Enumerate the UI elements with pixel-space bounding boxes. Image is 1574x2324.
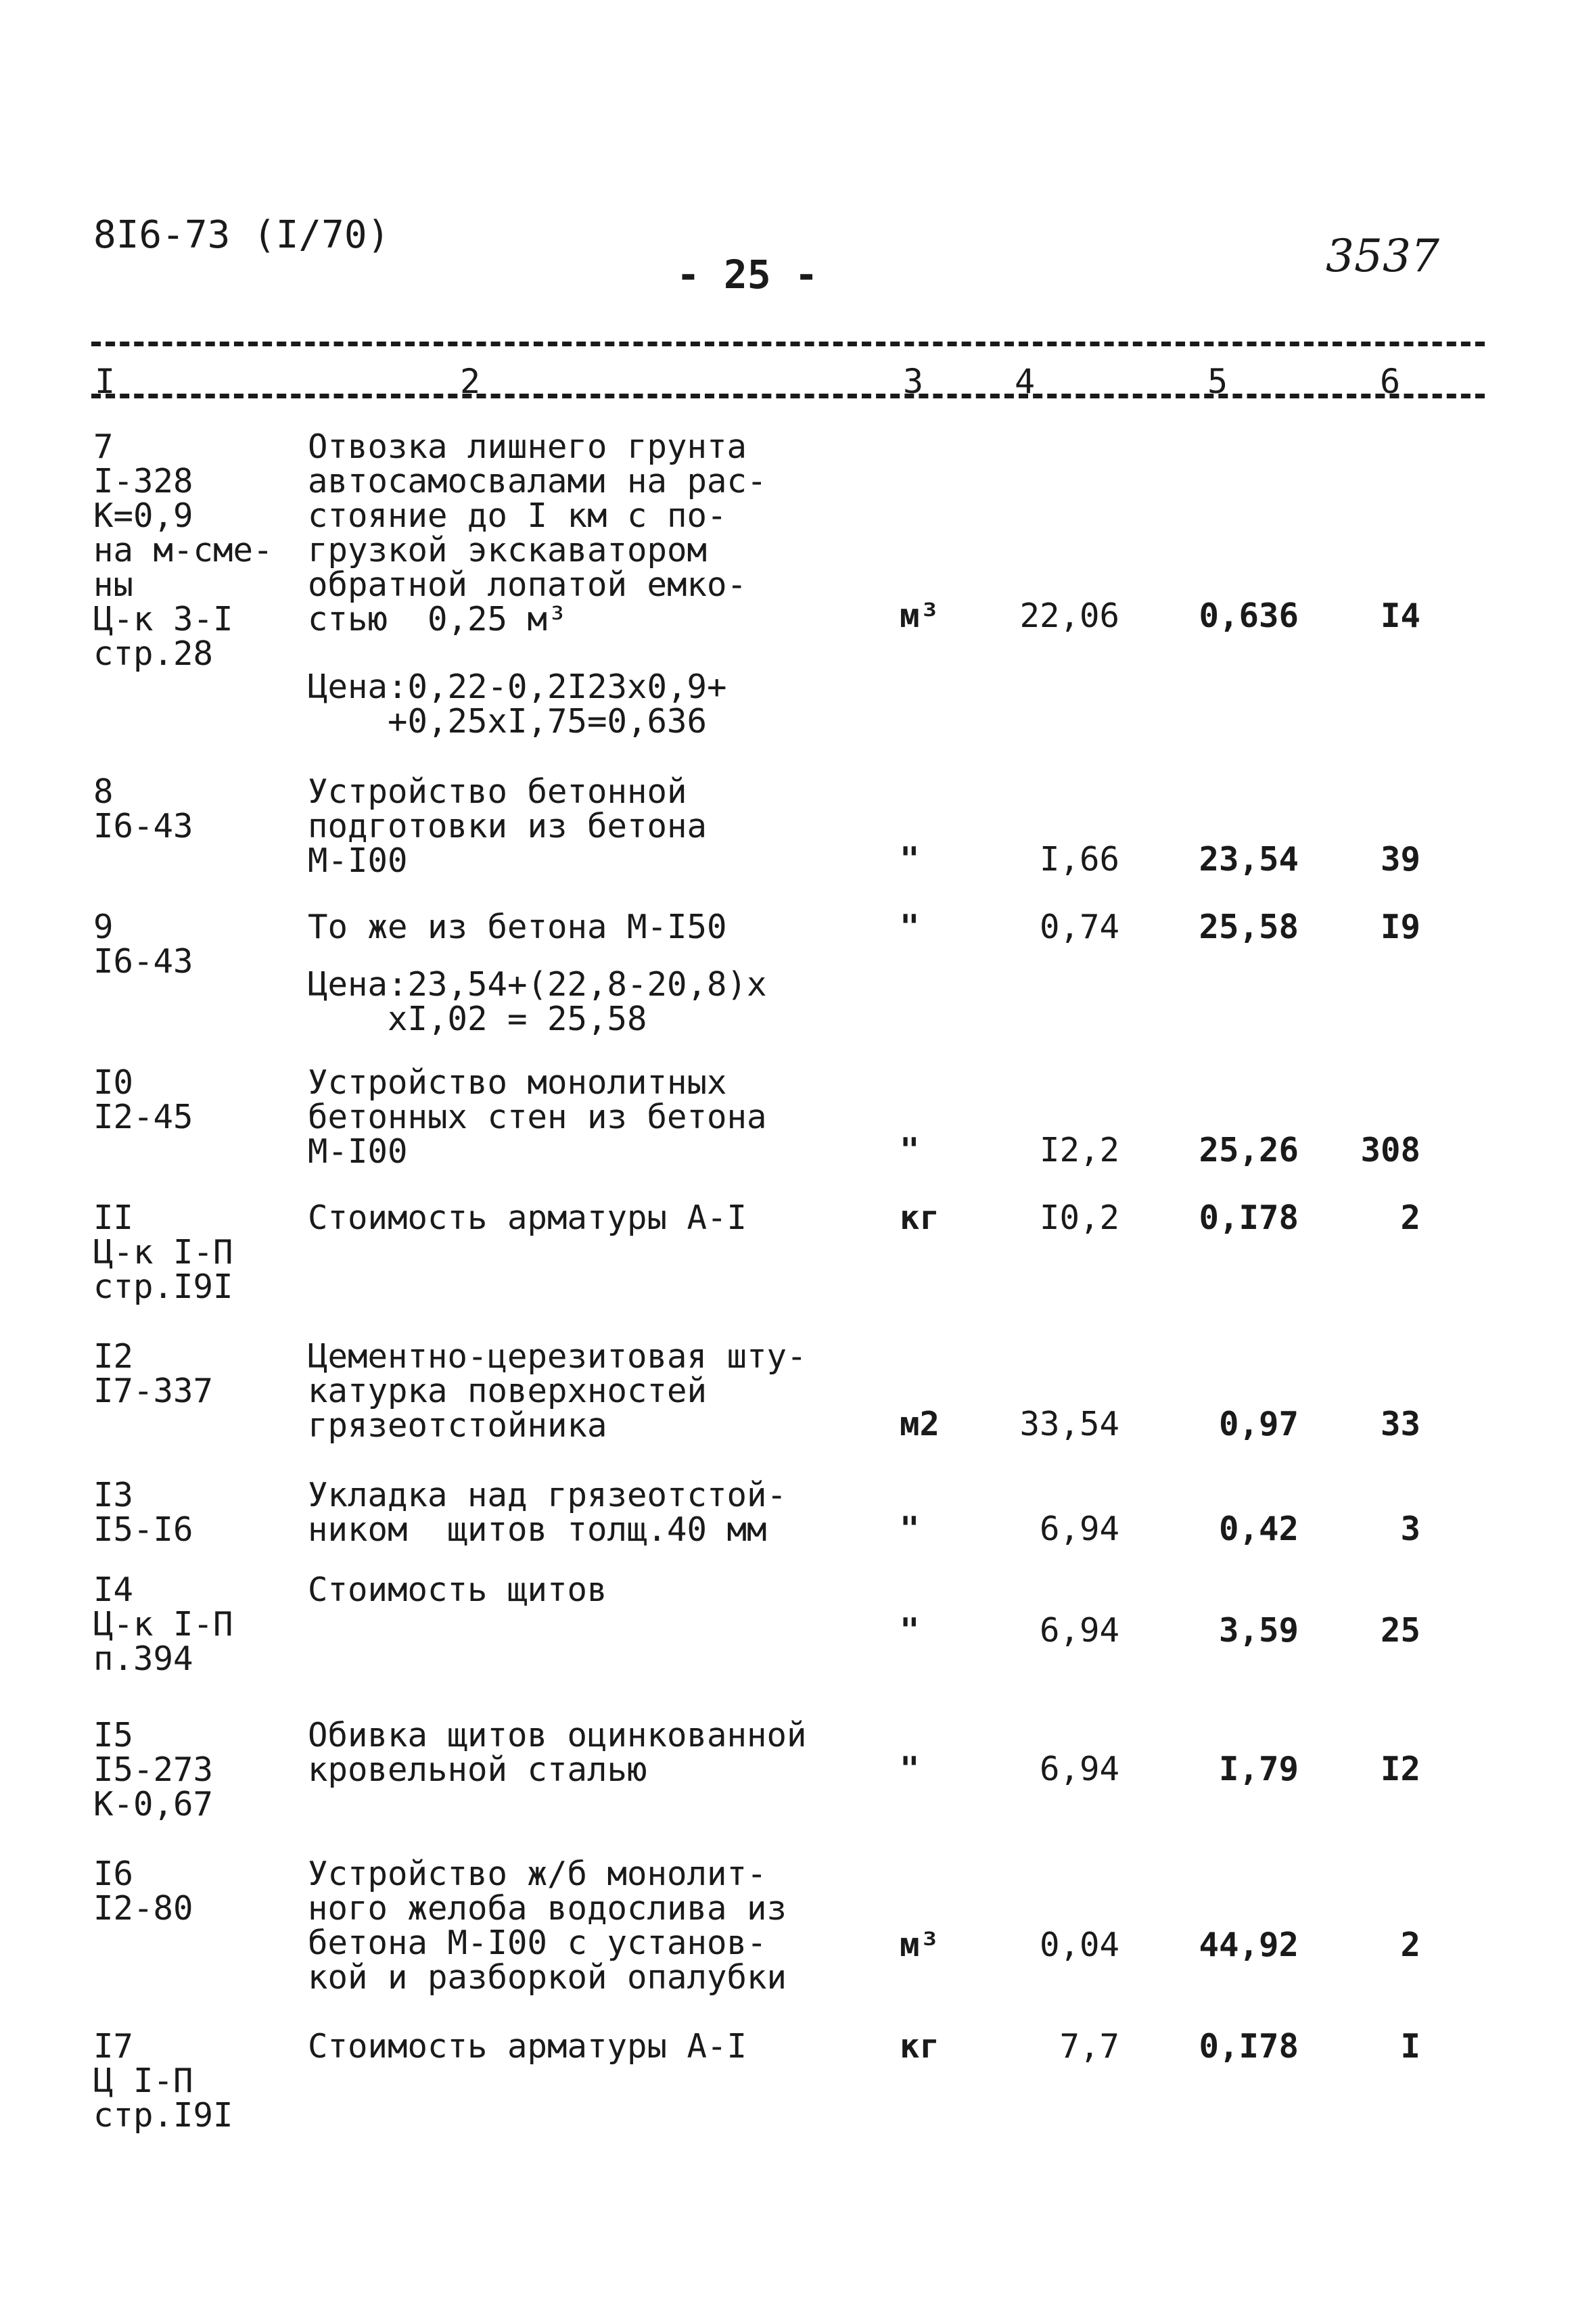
row-reference: 7 I-328 К=0,9 на м-сме- ны Ц-к 3-I стр.28 [93, 427, 273, 673]
row-total: I9 [1380, 908, 1420, 946]
row-unit-price: 0,I78 [1199, 2027, 1299, 2066]
row-total: 3 [1400, 1510, 1420, 1548]
row-description: Цементно-церезитовая шту- катурка поверхностей грязеотстойника [308, 1337, 807, 1445]
row-unit: " [900, 1750, 920, 1788]
table-top-rule [91, 342, 1485, 346]
row-quantity: 6,94 [1039, 1611, 1119, 1650]
row-unit: м³ [900, 1926, 940, 1964]
row-reference: I4 Ц-к I-П п.394 [93, 1571, 233, 1678]
row-quantity: I2,2 [1039, 1131, 1119, 1169]
row-description: Укладка над грязеотстой- ником щитов толщ.40 мм [308, 1476, 787, 1549]
row-reference: I5 I5-273 К-0,67 [93, 1716, 214, 1823]
table-header-rule [91, 394, 1485, 398]
row-reference: II Ц-к I-П стр.I9I [93, 1199, 233, 1306]
row-quantity: 22,06 [1019, 597, 1119, 635]
row-total: 25 [1380, 1611, 1420, 1650]
row-total: I [1400, 2027, 1420, 2066]
row-quantity: 0,04 [1039, 1926, 1119, 1964]
row-unit: " [900, 1611, 920, 1650]
row-unit-price: 25,58 [1199, 908, 1299, 946]
row-reference: I6 I2-80 [93, 1855, 193, 1928]
row-total: 33 [1380, 1405, 1420, 1443]
row-description: Устройство бетонной подготовки из бетона М-I00 [308, 772, 708, 880]
row-description: Отвозка лишнего грунта автосамосвалами на рас- стояние до I км с по- грузкой экскаватором обратной лопатой емко- стью 0,25 м³ [308, 427, 767, 638]
row-total: 2 [1400, 1926, 1420, 1964]
row-quantity: I0,2 [1039, 1199, 1119, 1237]
row-unit-price: 25,26 [1199, 1131, 1299, 1169]
column-header-6: 6 [1380, 362, 1401, 401]
row-unit-price: I,79 [1218, 1750, 1299, 1788]
row-unit-price: 23,54 [1199, 840, 1299, 879]
row-description: Стоимость арматуры А-I [308, 1199, 747, 1237]
row-unit: " [900, 1131, 920, 1169]
row-quantity: 33,54 [1019, 1405, 1119, 1443]
row-unit: " [900, 908, 920, 946]
row-total: 39 [1380, 840, 1420, 879]
row-quantity: I,66 [1039, 840, 1119, 879]
row-reference: I0 I2-45 [93, 1063, 193, 1136]
row-unit-price: 0,42 [1218, 1510, 1299, 1548]
column-header-2: 2 [460, 362, 481, 401]
row-unit: кг [900, 1199, 940, 1237]
row-total: 308 [1360, 1131, 1420, 1169]
column-header-5: 5 [1207, 362, 1228, 401]
row-description: Обивка щитов оцинкованной кровельной сталью [308, 1716, 807, 1789]
row-quantity: 0,74 [1039, 908, 1119, 946]
row-unit: м2 [900, 1405, 940, 1443]
row-reference: 8 I6-43 [93, 772, 193, 845]
row-price-note: Цена:0,22-0,2I23x0,9+ +0,25xI,75=0,636 [308, 668, 727, 741]
row-quantity: 7,7 [1059, 2027, 1119, 2066]
row-total: I4 [1380, 597, 1420, 635]
row-total: I2 [1380, 1750, 1420, 1788]
row-description: Устройство ж/б монолит- ного желоба водослива из бетона М-I00 с установ- кой и разборкой опалубки [308, 1855, 787, 1997]
page-number: - 25 - [676, 252, 818, 298]
row-unit-price: 0,97 [1218, 1405, 1299, 1443]
row-reference: I2 I7-337 [93, 1337, 214, 1410]
row-unit: " [900, 1510, 920, 1548]
row-unit-price: 0,I78 [1199, 1199, 1299, 1237]
sheet-number: 3537 [1326, 230, 1439, 282]
row-description: Устройство монолитных бетонных стен из бетона М-I00 [308, 1063, 767, 1171]
row-total: 2 [1400, 1199, 1420, 1237]
row-description: Стоимость арматуры А-I [308, 2027, 747, 2066]
row-quantity: 6,94 [1039, 1750, 1119, 1788]
column-header-3: 3 [903, 362, 924, 401]
row-unit: кг [900, 2027, 940, 2066]
row-reference: I3 I5-I6 [93, 1476, 193, 1549]
row-description: Стоимость щитов [308, 1571, 607, 1609]
row-unit-price: 44,92 [1199, 1926, 1299, 1964]
document-code: 8I6-73 (I/70) [93, 213, 390, 257]
row-reference: 9 I6-43 [93, 908, 193, 981]
row-price-note: Цена:23,54+(22,8-20,8)x xI,02 = 25,58 [308, 965, 767, 1038]
row-description: То же из бетона М-I50 [308, 908, 727, 946]
row-quantity: 6,94 [1039, 1510, 1119, 1548]
row-reference: I7 Ц I-П стр.I9I [93, 2027, 233, 2135]
column-header-4: 4 [1015, 362, 1036, 401]
row-unit-price: 3,59 [1218, 1611, 1299, 1650]
column-header-1: I [95, 362, 116, 401]
row-unit-price: 0,636 [1199, 597, 1299, 635]
row-unit: м³ [900, 597, 940, 635]
row-unit: " [900, 840, 920, 879]
